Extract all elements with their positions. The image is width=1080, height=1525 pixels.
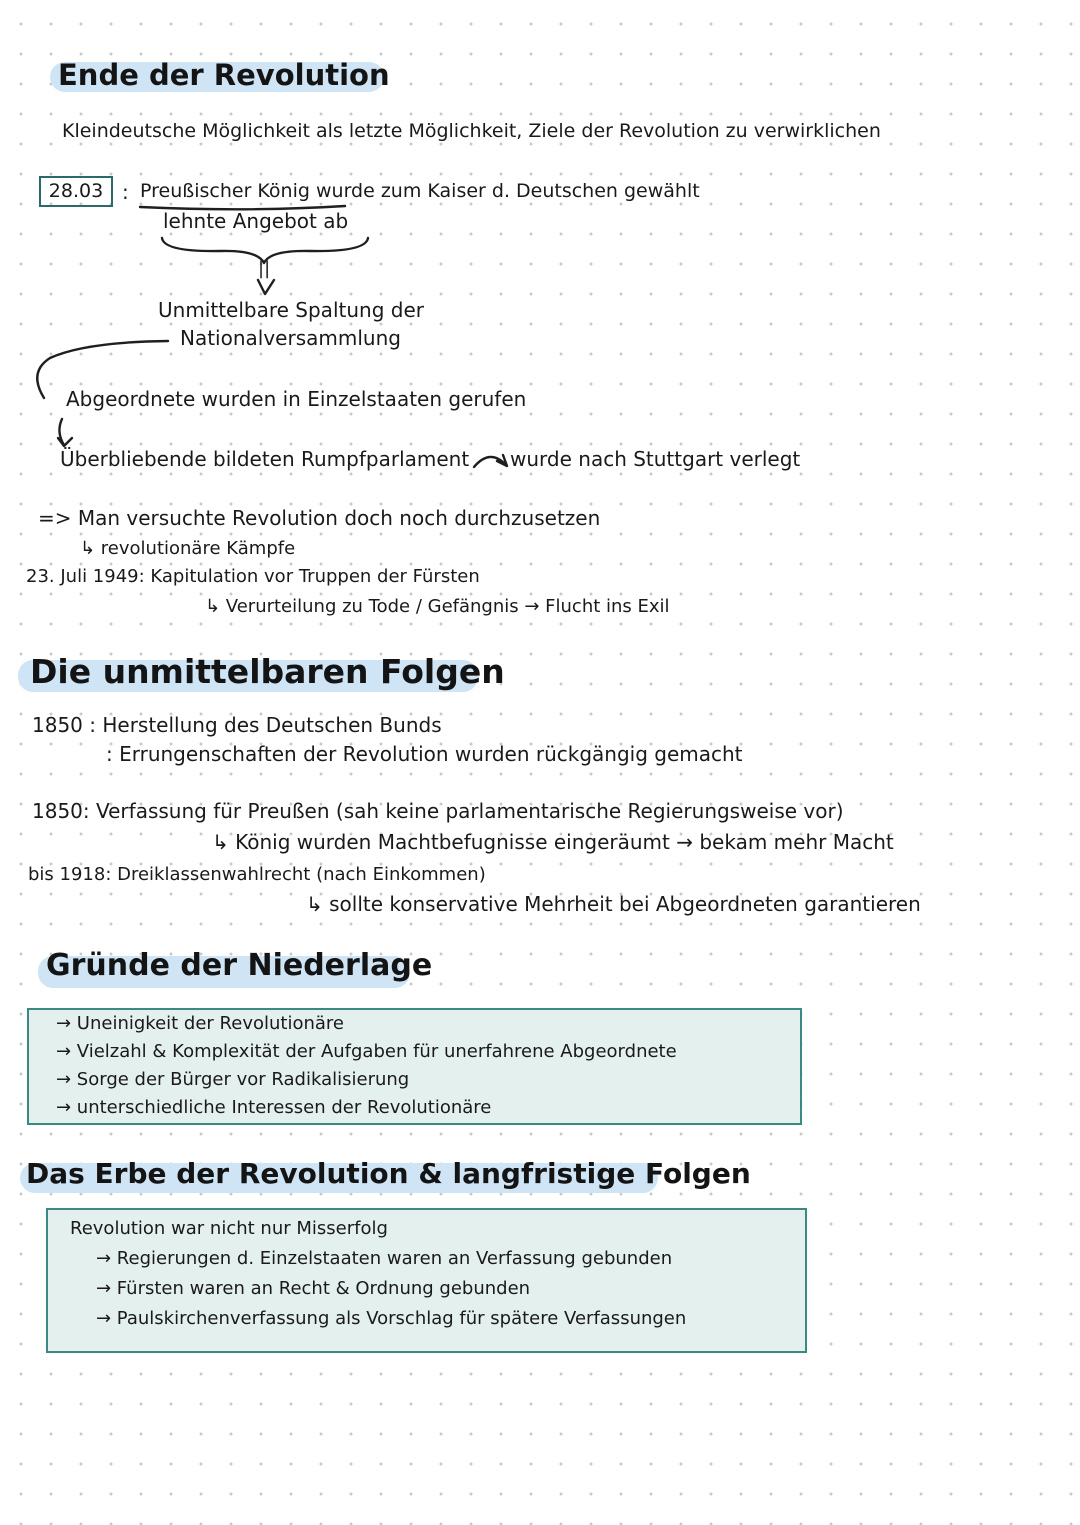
equals-marker: || — [258, 258, 271, 279]
kapitulation-line: 23. Juli 1949: Kapitulation vor Truppen der Fürsten — [26, 566, 480, 587]
folgen-line-2: : Errungenschaften der Revolution wurden rückgängig gemacht — [106, 742, 743, 766]
erbe-item: → Regierungen d. Einzelstaaten waren an Verfassung gebunden — [96, 1248, 673, 1269]
gruende-item: → unterschiedliche Interessen der Revolutionäre — [56, 1097, 492, 1118]
ablehnung-line: lehnte Angebot ab — [163, 209, 349, 233]
brace — [162, 238, 368, 263]
arrow-down-icon — [58, 419, 72, 446]
folgen-line-1: 1850 : Herstellung des Deutschen Bunds — [32, 713, 442, 737]
erbe-intro: Revolution war nicht nur Misserfolg — [70, 1218, 388, 1239]
gruende-item: → Sorge der Bürger vor Radikalisierung — [56, 1069, 410, 1090]
handdrawn-arrows — [0, 0, 1080, 620]
section-title-erbe: Das Erbe der Revolution & langfristige Folgen — [26, 1157, 751, 1190]
section-title-folgen: Die unmittelbaren Folgen — [30, 652, 505, 691]
gruende-item: → Vielzahl & Komplexität der Aufgaben für unerfahrene Abgeordnete — [56, 1041, 677, 1062]
curve-arrow-stuttgart — [474, 455, 507, 467]
split-curve-arrow — [37, 341, 168, 398]
spaltung-line-2: Nationalversammlung — [180, 326, 401, 350]
versuch-line: => Man versuchte Revolution doch noch durchzusetzen — [38, 506, 601, 530]
intro-text: Kleindeutsche Möglichkeit als letzte Möglichkeit, Ziele der Revolution zu verwirklichen — [62, 120, 881, 142]
abgeordnete-line: Abgeordnete wurden in Einzelstaaten gerufen — [66, 387, 527, 411]
kaempfe-line: ↳ revolutionäre Kämpfe — [80, 538, 296, 559]
folgen-line-3: 1850: Verfassung für Preußen (sah keine parlamentarische Regierungsweise vor) — [32, 799, 844, 823]
down-arrow-icon — [258, 280, 274, 294]
underline-koenig — [140, 206, 345, 209]
stuttgart-line: wurde nach Stuttgart verlegt — [510, 447, 801, 471]
erbe-item: → Paulskirchenverfassung als Vorschlag für spätere Verfassungen — [96, 1308, 687, 1329]
koenig-line: Preußischer König wurde zum Kaiser d. Deutschen gewählt — [140, 180, 700, 202]
section-title-ende: Ende der Revolution — [58, 58, 390, 92]
folgen-line-5: bis 1918: Dreiklassenwahlrecht (nach Einkommen) — [28, 864, 486, 885]
gruende-item: → Uneinigkeit der Revolutionäre — [56, 1013, 344, 1034]
erbe-item: → Fürsten waren an Recht & Ordnung gebunden — [96, 1278, 531, 1299]
verurteilung-line: ↳ Verurteilung zu Tode / Gefängnis → Flucht ins Exil — [205, 596, 670, 617]
spaltung-line-1: Unmittelbare Spaltung der — [158, 298, 424, 322]
folgen-line-6: ↳ sollte konservative Mehrheit bei Abgeordneten garantieren — [306, 892, 921, 916]
section-title-gruende: Gründe der Niederlage — [46, 948, 433, 983]
date-colon: : — [122, 180, 129, 204]
folgen-line-4: ↳ König wurden Machtbefugnisse eingeräumt → bekam mehr Macht — [212, 830, 894, 854]
rumpfparlament-line: Überbliebende bildeten Rumpfparlament — [60, 447, 470, 471]
date-badge: 28.03 — [39, 176, 113, 207]
